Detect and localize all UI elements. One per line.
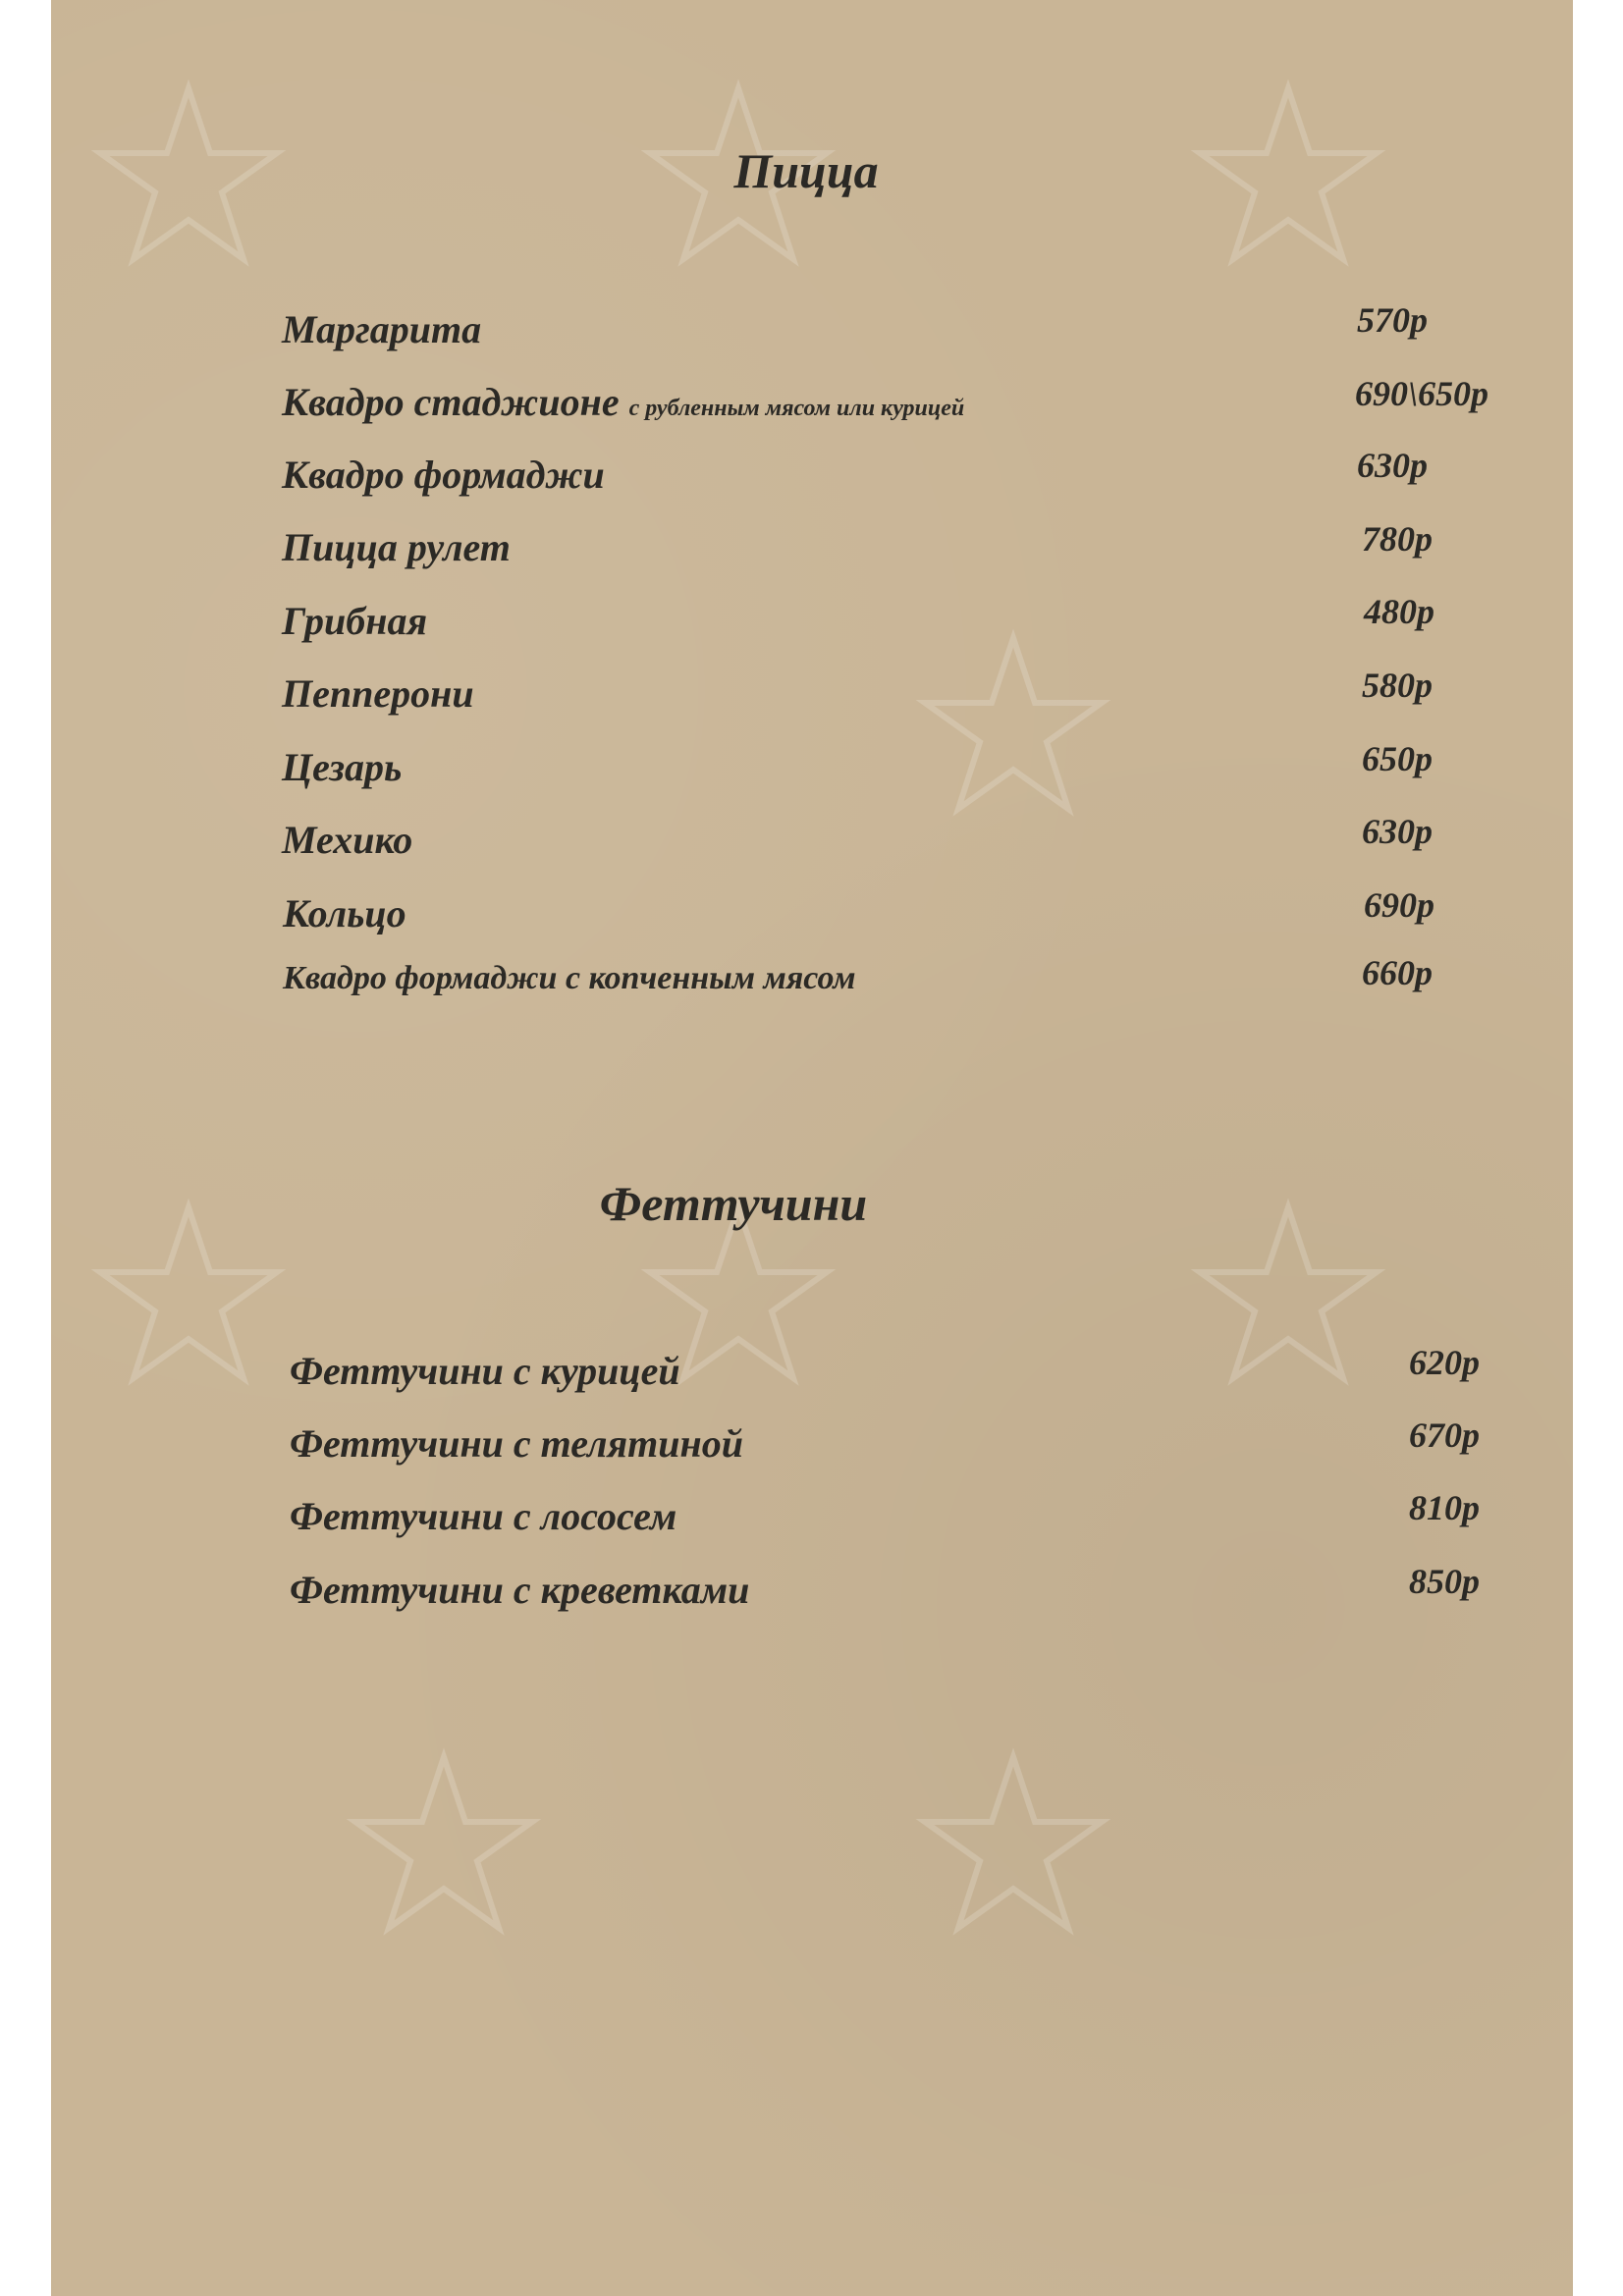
menu-item-name: Квадро формаджи с копченным мясом [283,960,856,996]
item-name-text: Квадро стаджионе [282,380,620,424]
menu-item-price: 690р [1364,885,1434,925]
menu-item-note: с рубленным мясом или курицей [628,396,965,421]
menu-item-name: Феттучини с курицей [290,1349,680,1393]
menu-item-name: Кольцо [283,891,406,935]
menu-item-name: Феттучини с телятиной [290,1421,743,1466]
menu-item-name: Феттучини с креветками [290,1568,750,1612]
menu-item-price: 620р [1409,1343,1480,1382]
menu-item-name [282,379,964,425]
menu-item-price: 570р [1357,300,1428,340]
menu-item-price: 650р [1362,739,1433,778]
menu-item-name: Феттучини с лососем [290,1494,677,1538]
menu-item-price: 670р [1409,1415,1480,1455]
menu-item-name: Пицца рулет [282,525,511,569]
fork-star-icon [346,1747,542,1944]
menu-item-price: 630р [1362,812,1433,851]
fork-star-icon [915,1747,1111,1944]
menu-item-price: 810р [1409,1488,1480,1527]
section-title-pizza: Пицца [733,143,879,198]
menu-item-name: Грибная [282,599,428,643]
menu-item-price: 780р [1362,519,1433,559]
menu-item-price: 690\650р [1355,374,1489,413]
menu-item-name: Пепперони [282,671,474,716]
menu-item-price: 480р [1364,592,1434,631]
menu-item-name: Мехико [282,818,413,862]
menu-item-price: 630р [1357,446,1428,485]
menu-item-price: 660р [1362,953,1433,992]
menu-item-price: 580р [1362,666,1433,705]
menu-page [51,0,1573,2296]
menu-item-name: Квадро формаджи [282,453,605,497]
menu-item-name: Цезарь [282,745,403,789]
menu-item-name: Маргарита [282,307,482,351]
fork-star-icon [915,628,1111,825]
section-title-fettuccine: Феттучини [599,1176,868,1231]
menu-item-price: 850р [1409,1562,1480,1601]
